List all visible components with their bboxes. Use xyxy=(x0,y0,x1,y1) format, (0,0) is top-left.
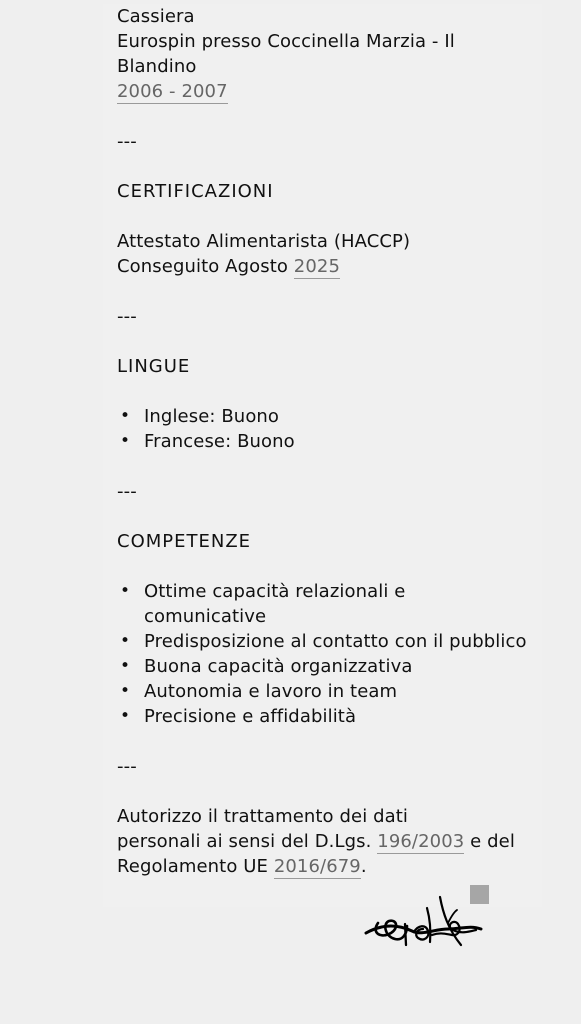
section-separator-1: --- xyxy=(117,131,137,152)
job-period[interactable]: 2006 - 2007 xyxy=(117,81,228,102)
skill-item-public-contact: • Predisposizione al contatto con il pubblico xyxy=(117,629,527,654)
privacy-line-1: Autorizzo il trattamento dei dati xyxy=(117,806,409,827)
spacer xyxy=(117,504,527,529)
spacer xyxy=(117,204,527,229)
privacy-regulation-number[interactable]: 2016/679 xyxy=(273,856,361,877)
spacer xyxy=(117,379,527,404)
privacy-line-3 xyxy=(117,854,527,879)
privacy-line-3-prefix: Regolamento UE xyxy=(117,856,268,877)
skills-heading: COMPETENZE xyxy=(117,531,252,552)
certification-year[interactable]: 2025 xyxy=(293,256,341,277)
certification-date-line xyxy=(117,254,527,279)
spacer xyxy=(117,279,527,304)
spacer xyxy=(117,104,527,129)
skill-item-teamwork: • Autonomia e lavoro in team xyxy=(117,679,527,704)
document-page xyxy=(103,4,542,907)
job-period-line xyxy=(117,79,527,104)
spacer xyxy=(117,554,527,579)
privacy-law-number[interactable]: 196/2003 xyxy=(377,831,465,852)
privacy-line-2-suffix: e del xyxy=(470,831,515,852)
languages-list xyxy=(117,404,527,454)
certification-title: Attestato Alimentarista (HACCP) xyxy=(117,231,411,252)
spacer xyxy=(117,154,527,179)
languages-heading: LINGUE xyxy=(117,356,191,377)
skill-item-organization: • Buona capacità organizzativa xyxy=(117,654,527,679)
section-separator-2: --- xyxy=(117,306,137,327)
job-role: Cassiera xyxy=(117,6,195,27)
section-separator-4: --- xyxy=(117,756,137,777)
privacy-line-2 xyxy=(117,829,527,854)
resume-content xyxy=(117,4,527,879)
spacer xyxy=(117,729,527,754)
signature-icon xyxy=(360,890,490,955)
job-company-line-2: Blandino xyxy=(117,56,197,77)
spacer xyxy=(117,329,527,354)
spacer xyxy=(117,454,527,479)
job-company-line-1: Eurospin presso Coccinella Marzia - Il xyxy=(117,31,455,52)
spacer xyxy=(117,779,527,804)
certifications-heading: CERTIFICAZIONI xyxy=(117,181,274,202)
skill-item-relational: • Ottime capacità relazionali e comunicative xyxy=(117,579,527,629)
skills-list xyxy=(117,579,527,729)
skill-item-reliability: • Precisione e affidabilità xyxy=(117,704,527,729)
certification-date-prefix: Conseguito Agosto xyxy=(117,256,288,277)
privacy-line-2-prefix: personali ai sensi del D.Lgs. xyxy=(117,831,372,852)
language-item-english: • Inglese: Buono xyxy=(117,404,527,429)
privacy-line-3-suffix: . xyxy=(360,856,367,877)
language-item-french: • Francese: Buono xyxy=(117,429,527,454)
section-separator-3: --- xyxy=(117,481,137,502)
